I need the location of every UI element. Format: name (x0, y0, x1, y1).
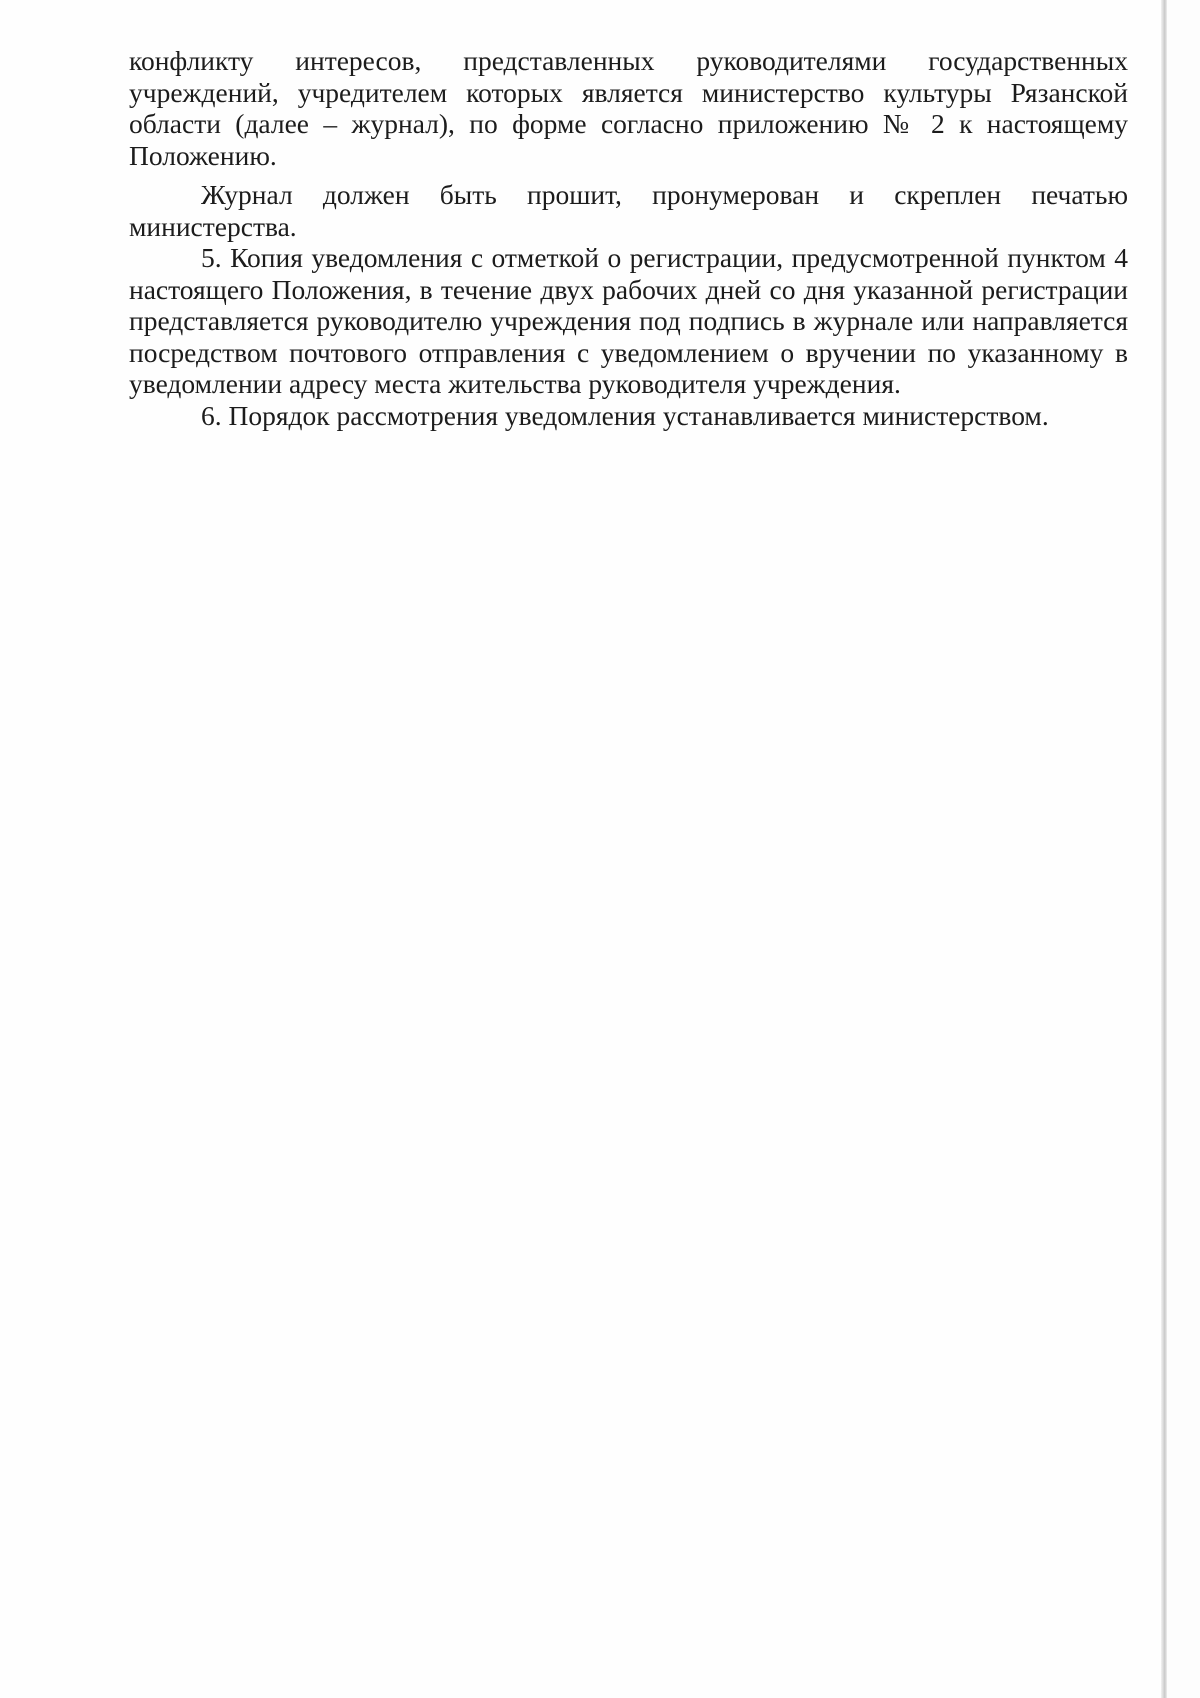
paragraph-item-5: 5. Копия уведомления с отметкой о регистрации, предусмотренной пунктом 4 настоящего Положения, в течение двух рабочих дней со дня указанной регистрации представляется руководителю учреждения под подпись в журнале или направляется посредством почтового отправления с уведомлением о вручении по указанному в уведомлении адресу места жительства руководителя учреждения. (129, 242, 1128, 399)
paragraph-journal: Журнал должен быть прошит, пронумерован и скреплен печатью министерства. (129, 179, 1128, 242)
paragraph-item-6: 6. Порядок рассмотрения уведомления устанавливается министерством. (201, 399, 1049, 431)
scan-margin (1167, 0, 1200, 1698)
paragraph-continuation: конфликту интересов, представленных руководителями государственных учреждений, учредителем которых является министерство культуры Рязанской области (далее – журнал), по форме согласно приложению № 2 к настоящему Положению. (129, 45, 1128, 171)
document-body (129, 45, 1128, 431)
